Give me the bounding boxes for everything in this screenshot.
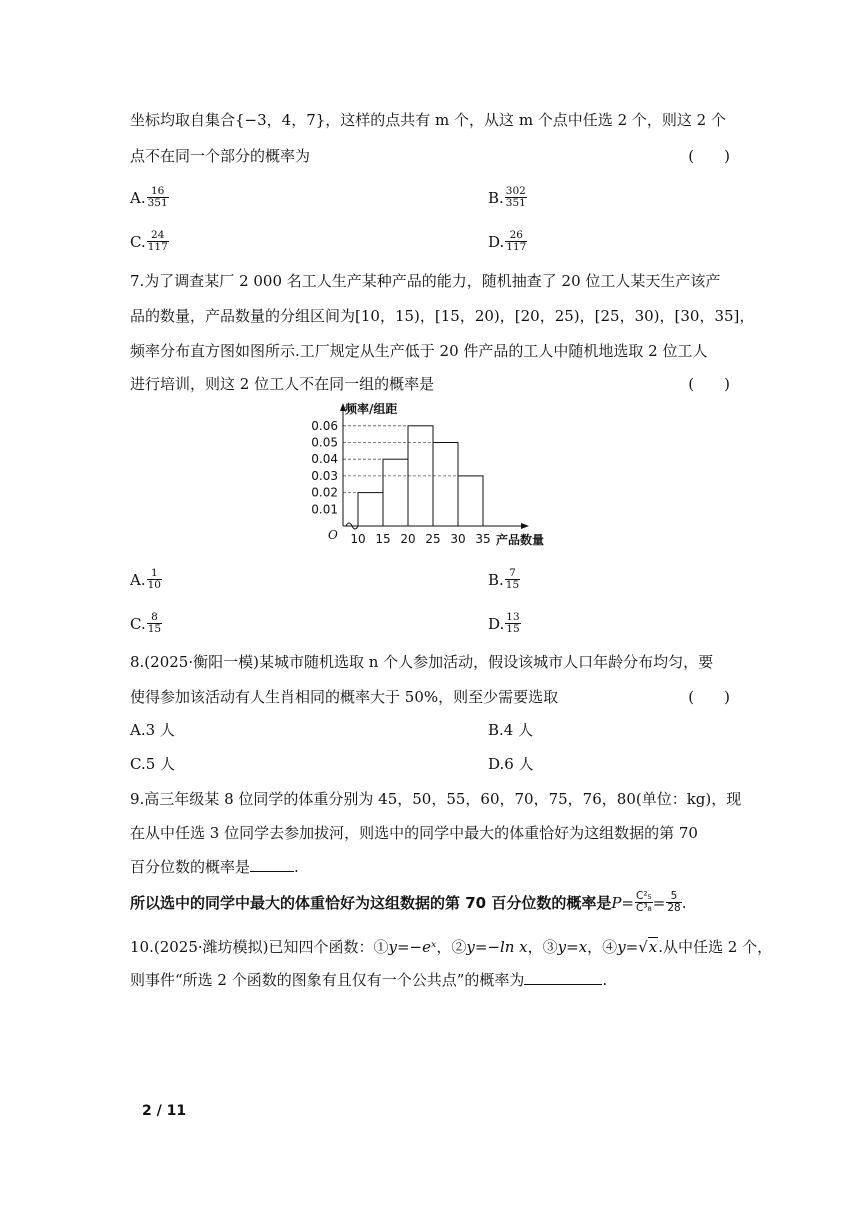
y-tick-label: 0.04 (311, 452, 338, 467)
y-tick-label: 0.01 (311, 502, 338, 517)
q7-line-4: 进行培训，则这 2 位工人不在同一组的概率是 (130, 375, 435, 393)
option-label: C. (130, 614, 146, 633)
q9-line-1: 9.高三年级某 8 位同学的体重分别为 45，50，55，60，70，75，76，80(单位：kg)，现 (130, 790, 742, 808)
y-axis-label: 频率/组距 (345, 402, 398, 416)
answer-blank (250, 857, 294, 872)
q6-line-1: 坐标均取自集合{−3，4，7}，这样的点共有 m 个，从这 m 个点中任选 2 个，则这 2 个 (130, 111, 726, 129)
q6-option-d (488, 230, 527, 253)
q6-option-c (130, 230, 169, 253)
x-tick-label: 30 (450, 532, 466, 546)
q8-option-d: D.6 人 (488, 755, 534, 773)
sqrt-symbol: √ (638, 938, 648, 956)
histogram-bar (383, 459, 408, 526)
option-fraction: $\frac{302}{351}$ (505, 185, 526, 209)
q8-answer-paren: ( ) (688, 688, 730, 706)
histogram-bar (458, 476, 483, 526)
option-fraction: $\frac{16}{351}$ (147, 185, 168, 209)
option-label: C. (130, 232, 146, 251)
result-fraction: $\frac{5}{28}$ (667, 890, 681, 914)
option-fraction: $\frac{1}{10}$ (147, 567, 161, 591)
page-number: 2 / 11 (142, 1103, 187, 1119)
option-label: A. (130, 570, 146, 589)
combination-fraction: $\frac{\text{C²₅}}{\text{C³₈}}$ (636, 890, 652, 914)
y-tick-label: 0.06 (311, 418, 338, 433)
q7-option-c (130, 612, 162, 635)
option-label: A. (130, 188, 146, 207)
answer-blank (524, 970, 602, 985)
y-tick-labels (311, 419, 338, 517)
option-fraction: $\frac{26}{117}$ (506, 229, 527, 253)
option-fraction: $\frac{8}{15}$ (147, 611, 162, 635)
x-tick-label: 35 (475, 532, 491, 546)
q7-line-3: 频率分布直方图如图所示.工厂规定从生产低于 20 件产品的工人中随机地选取 2 位工人 (130, 342, 708, 360)
origin-label: O (328, 528, 338, 542)
q9-line-2: 在从中任选 3 位同学去参加拔河，则选中的同学中最大的体重恰好为这组数据的第 70 (130, 824, 698, 842)
q8-line-1: 8.(2025·衡阳一模)某城市随机选取 n 个人参加活动，假设该城市人口年龄分布均匀，要 (130, 653, 714, 671)
option-fraction: $\frac{24}{117}$ (147, 229, 168, 253)
q6-line-2: 点不在同一个部分的概率为 (130, 147, 311, 165)
option-label: B. (488, 188, 504, 207)
q8-line-2: 使得参加该活动有人生肖相同的概率大于 50%，则至少需要选取 (130, 688, 559, 706)
q10-line-2: 则事件“所选 2 个函数的图象有且仅有一个公共点”的概率为 . (130, 971, 608, 989)
x-tick-label: 15 (375, 532, 391, 546)
q9-solution-line: 所以选中的同学中最大的体重恰好为这组数据的第 70 百分位数的概率是 P = $\frac{\text{C²₅}}{\text{C³₈}}$ = $\frac{5}{28}$ . (130, 890, 687, 914)
q6-option-a (130, 186, 169, 209)
q7-option-a (130, 568, 162, 591)
q8-option-b: B.4 人 (488, 721, 534, 739)
q6-option-b (488, 186, 527, 209)
x-axis-label: 产品数量 (496, 533, 545, 547)
x-axis-arrow (521, 523, 529, 529)
q7-line-1: 7.为了调查某厂 2 000 名工人生产某种产品的能力，随机抽查了 20 位工人某天生产该产 (130, 272, 721, 290)
q8-option-a: A.3 人 (130, 721, 175, 739)
q8-option-c: C.5 人 (130, 755, 176, 773)
q9-line-3: 百分位数的概率是 . (130, 858, 299, 876)
x-tick-label: 20 (400, 532, 416, 546)
q7-option-b (488, 568, 520, 591)
option-label: B. (488, 570, 504, 589)
option-fraction: $\frac{13}{15}$ (506, 611, 520, 635)
q7-answer-paren: ( ) (688, 375, 730, 393)
option-fraction: $\frac{7}{15}$ (505, 567, 520, 591)
histogram-bar (358, 493, 383, 526)
q10-line-1: 10.(2025·潍坊模拟)已知四个函数：①y=−eˣ，②y=−ln x，③y=x，④y=√x.从中任选 2 个， (130, 938, 773, 956)
x-tick-label: 10 (350, 532, 366, 546)
y-tick-label: 0.03 (311, 468, 338, 483)
histogram-bar (433, 443, 458, 527)
q7-line-2: 品的数量，产品数量的分组区间为[10，15)，[15，20)，[20，25)，[25，30)，[30，35]， (130, 307, 755, 325)
q7-option-d (488, 612, 521, 635)
x-tick-labels (350, 532, 490, 546)
frequency-histogram (300, 398, 570, 558)
option-label: D. (488, 232, 505, 251)
y-tick-label: 0.05 (311, 435, 338, 450)
x-tick-label: 25 (425, 532, 441, 546)
q6-answer-paren: ( ) (688, 147, 730, 165)
y-tick-label: 0.02 (311, 485, 338, 500)
option-label: D. (488, 614, 505, 633)
